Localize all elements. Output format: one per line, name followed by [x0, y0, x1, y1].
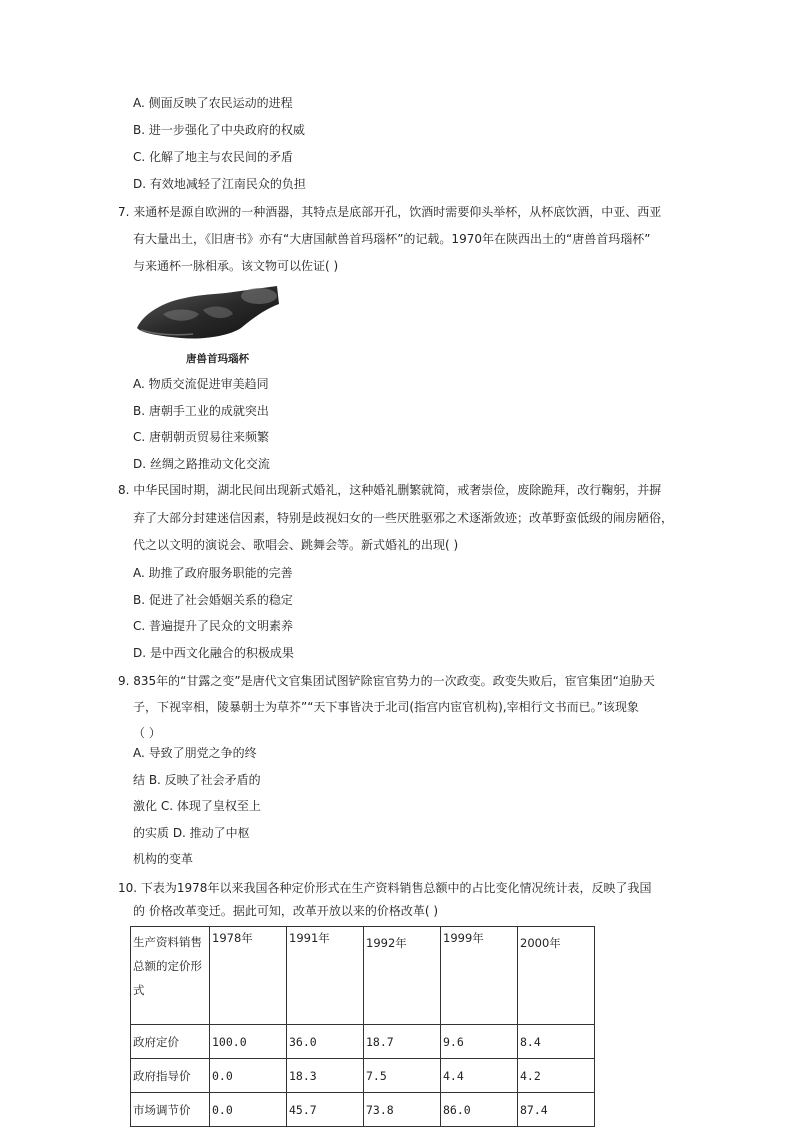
table-cell: 政府指导价 [131, 1059, 210, 1093]
q8-option-c: C. 普遍提升了民众的文明素养 [133, 619, 294, 633]
q9-stem-line-2: 子，下视宰相，陵暴朝士为草芥”“天下事皆决于北司(指宫内宦官机构),宰相行文书而已。”该现象 [133, 700, 639, 714]
table-header-cell: 2000年 [518, 927, 595, 1025]
table-cell: 0.0 [210, 1093, 287, 1127]
table-header-cell: 1992年 [364, 927, 441, 1025]
table-cell: 87.4 [518, 1093, 595, 1127]
q8-stem-line-2: 弃了大部分封建迷信因素，特别是歧视妇女的一些厌胜驱邪之术逐渐敛迹；改革野蛮低级的闹房陋俗， [133, 511, 674, 525]
q8-stem-line-3: 代之以文明的演说会、歌唱会、跳舞会等。新式婚礼的出现( ) [133, 538, 459, 552]
q7-stem-line-2: 有大量出土，《旧唐书》亦有“大唐国献兽首玛瑙杯”的记载。1970年在陕西出土的“唐兽首玛瑙杯” [133, 232, 651, 246]
q8-option-d: D. 是中西文化融合的积极成果 [133, 646, 294, 660]
table-row [131, 1059, 595, 1093]
table-header-row [131, 927, 595, 1025]
q10-stem-line-1: 10. 下表为1978年以来我国各种定价形式在生产资料销售总额中的占比变化情况统计表，反映了我国 [118, 881, 652, 895]
table-cell: 18.7 [364, 1025, 441, 1059]
table-cell: 政府定价 [131, 1025, 210, 1059]
q9-stem-line-1: 9. 835年的“甘露之变”是唐代文官集团试图铲除宦官势力的一次政变。政变失败后，宦官集团“迫胁天 [118, 674, 655, 688]
table-cell: 9.6 [441, 1025, 518, 1059]
q9-stem-line-3: （ ） [133, 726, 161, 740]
q6-option-a: A. 侧面反映了农民运动的进程 [133, 96, 293, 110]
q7-option-a: A. 物质交流促进审美趋同 [133, 377, 269, 391]
table-cell: 市场调节价 [131, 1093, 210, 1127]
price-form-table [130, 926, 595, 1127]
q9-option-line-5: 机构的变革 [133, 852, 194, 866]
table-cell: 86.0 [441, 1093, 518, 1127]
q7-option-c: C. 唐朝朝贡贸易往来频繁 [133, 430, 270, 444]
q6-option-c: C. 化解了地主与农民间的矛盾 [133, 150, 294, 164]
q6-option-b: B. 进一步强化了中央政府的权威 [133, 123, 305, 137]
table-row [131, 1025, 595, 1059]
table-header-cell: 生产资料销售总额的定价形式 [131, 927, 210, 1025]
q9-option-line-4: 的实质 D. 推动了中枢 [133, 826, 250, 840]
q8-stem-line-1: 8. 中华民国时期，湖北民间出现新式婚礼，这种婚礼删繁就简，戒奢崇俭，废除跪拜，改行鞠躬，并摒 [118, 483, 662, 497]
table-cell: 36.0 [287, 1025, 364, 1059]
table-header-cell: 1999年 [441, 927, 518, 1025]
table-cell: 7.5 [364, 1059, 441, 1093]
table-cell: 4.4 [441, 1059, 518, 1093]
table-header-cell: 1991年 [287, 927, 364, 1025]
table-cell: 100.0 [210, 1025, 287, 1059]
q7-stem-line-1: 7. 来通杯是源自欧洲的一种酒器，其特点是底部开孔，饮酒时需要仰头举杯，从杯底饮酒，中亚、西亚 [118, 205, 662, 219]
q6-option-d: D. 有效地减轻了江南民众的负担 [133, 177, 306, 191]
table-cell: 0.0 [210, 1059, 287, 1093]
agate-cup-image [133, 284, 281, 342]
table-cell: 8.4 [518, 1025, 595, 1059]
table-row [131, 1093, 595, 1127]
q9-option-line-1: A. 导致了朋党之争的终 [133, 746, 257, 760]
q9-option-line-3: 激化 C. 体现了皇权至上 [133, 799, 261, 813]
table-cell: 73.8 [364, 1093, 441, 1127]
q10-stem-line-2: 的 价格改革变迁。据此可知，改革开放以来的价格改革( ) [133, 904, 438, 918]
q8-option-a: A. 助推了政府服务职能的完善 [133, 566, 293, 580]
table-cell: 45.7 [287, 1093, 364, 1127]
table-cell: 4.2 [518, 1059, 595, 1093]
q7-option-b: B. 唐朝手工业的成就突出 [133, 404, 269, 418]
q8-option-b: B. 促进了社会婚姻关系的稳定 [133, 593, 293, 607]
q7-option-d: D. 丝绸之路推动文化交流 [133, 457, 270, 471]
artifact-caption: 唐兽首玛瑙杯 [186, 353, 249, 365]
q7-stem-line-3: 与来通杯一脉相承。该文物可以佐证( ) [133, 259, 339, 273]
table-header-cell: 1978年 [210, 927, 287, 1025]
table-cell: 18.3 [287, 1059, 364, 1093]
q9-option-line-2: 结 B. 反映了社会矛盾的 [133, 773, 261, 787]
